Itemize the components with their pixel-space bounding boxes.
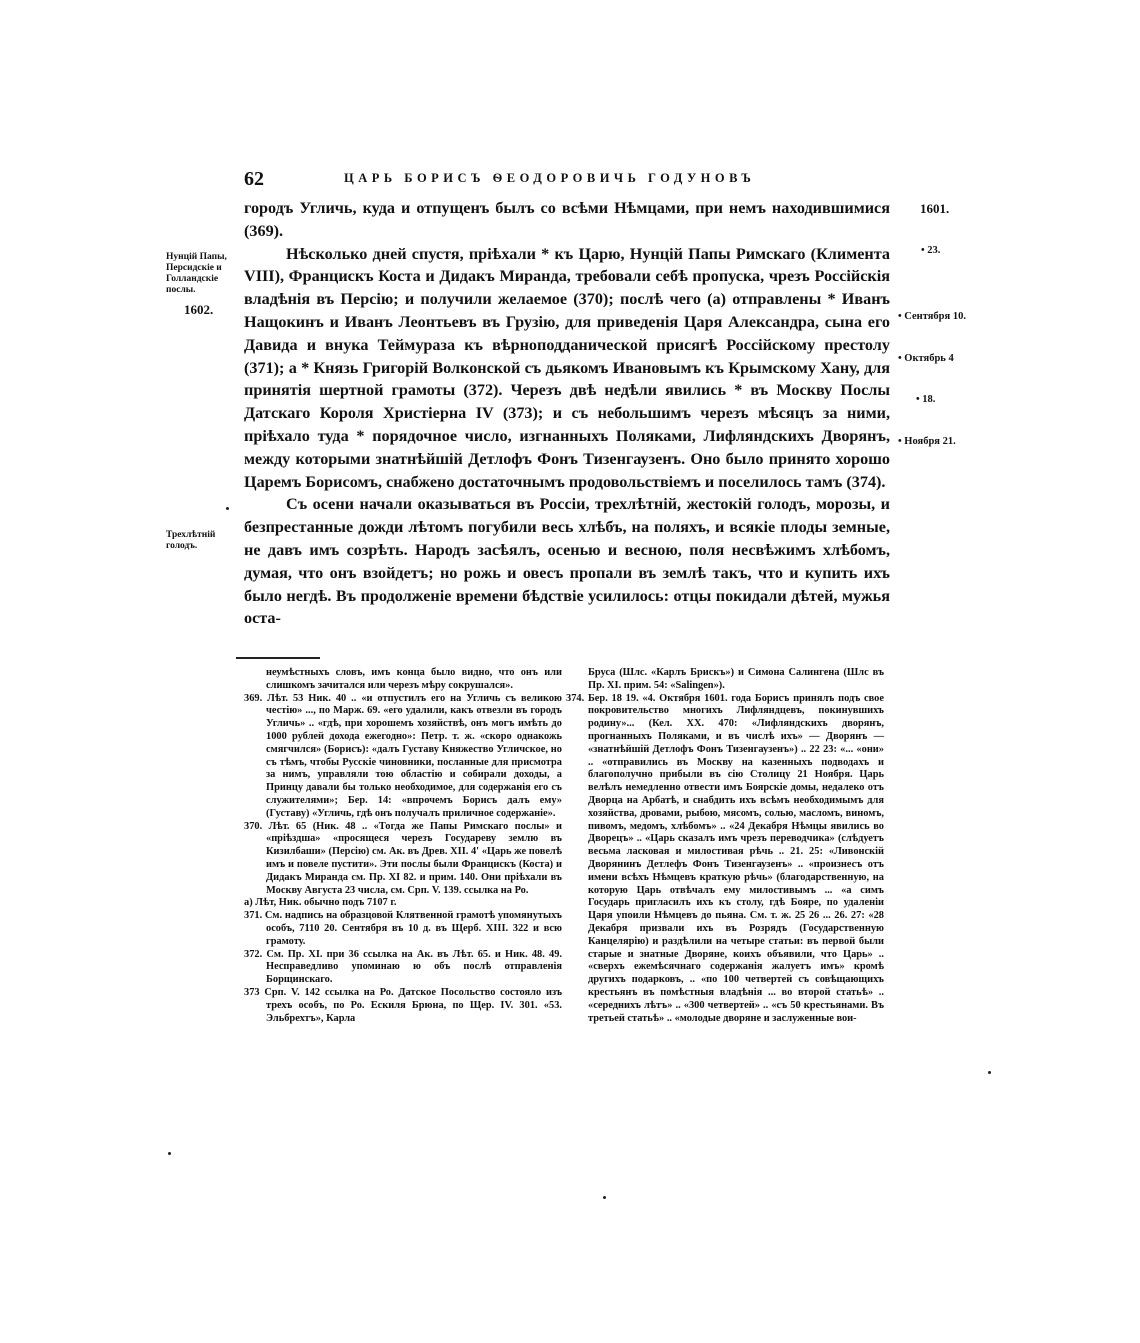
footnote bbox=[244, 693, 562, 821]
footnote bbox=[566, 693, 884, 1026]
footnote bbox=[244, 987, 562, 1025]
footnote-number: 371. bbox=[244, 910, 263, 922]
scan-speck bbox=[168, 1152, 171, 1155]
footnote-text: Лѣт, Ник. обычно подъ 7107 г. bbox=[255, 897, 397, 909]
scan-speck bbox=[603, 1196, 606, 1199]
footnote-text: См. Пр. XI. при 36 ссылка на Ак. въ Лѣт. 65. и Ник. 48. 49. Несправедливо упоминаю ю объ послѣ отправленія Борщинскаго. bbox=[266, 948, 562, 986]
footnote-text: Бруса (Шлс. «Карлъ Брискъ») и Симона Салингена (Шлс въ Пр. XI. прим. 54: «Salingen»). bbox=[588, 667, 884, 691]
footnotes-right-column bbox=[566, 667, 884, 1025]
margin-date-23: • 23. bbox=[921, 245, 941, 256]
footnote-number: 373 bbox=[244, 986, 260, 998]
footnote-text: Лѣт. 65 (Ник. 48 .. «Тогда же Папы Римскаго послы» и «пріѣздша» «просящеся черезъ Государеву землю въ Кизилбаши» (Персію) см. Ак. въ Древ. XII. 4' «Царь же повелѣ имъ и повеле пустити». Эти послы были Францискъ (Коста) и Дидакъ Миранда см. Пр. XI 82. и прим. 140. Они пріѣхали въ Москву Августа 23 числа, см. Срп. V. 139. ссылка на Ро. bbox=[266, 820, 562, 896]
footnote-text: Бер. 18 19. «4. Октября 1601. года Борисъ принялъ подъ свое покровительство многихъ Лифляндцевъ, покинувшихъ родину»... (Кел. XX. 470: «Лифляндскихъ дворянъ, прогнанныхъ Поляками, и въ числѣ ихъ» — Дворянъ — «знатнѣйшій Детлофъ Фонъ Тизенгаузенъ») .. 22 23: «... «они» .. «отправились въ Москву на казенныхъ подводахъ и благополучно прибыли въ сію Столицу 21 Ноября. Царь велѣлъ немедленно отвести имъ Боярскіе домы, недалеко отъ Дворца на Арбатѣ, и снабдить ихъ всѣмъ необходимымъ для хозяйства, дровами, рыбою, мясомъ, солью, масломъ, виномъ, пивомъ, медомъ, хлѣбомъ» .. «24 Декабря Нѣмцы явились во Дворецъ» .. «Царь сказалъ имъ чрезъ переводчика» (слѣдуетъ весьма ласковая и милостивая рѣчь .. 21. 25: «Ливонскій Дворянинъ Детлефъ Фонъ Тизенгаузенъ» .. «произнесъ отъ имени всѣхъ Нѣмцевъ краткую рѣчь» (благодарственную, на которую Царь отвѣчалъ ему милостивымъ ... «а симъ Государь пригласилъ ихъ къ столу, гдѣ Бояре, по удаленіи Царя упоили Нѣмцевъ до пьяна. См. т. ж. 25 26 ... 26. 27: «28 Декабря призвали ихъ въ Розрядъ (Государственную Канцелярію) и раздѣлили на четыре статьи: въ первой были старые и знатные Дворяне, коихъ объявили, что Царь» .. «сверхъ ежемѣсячнаго содержанія жалуетъ имъ» кромѣ другихъ подарковъ, .. «по 100 четвертей съ совѣщающихъ крестьянъ въ помѣстныя владѣнія ... во второй статьѣ» .. «середнихъ лѣтъ» .. «300 четвертей» .. «съ 50 крестьянами. Въ третьей статьѣ» .. «молодые дворяне и заслуженные вои- bbox=[587, 692, 884, 1024]
footnote bbox=[244, 910, 562, 948]
footnote-number: 370. bbox=[244, 820, 263, 832]
footnotes-left-column bbox=[244, 667, 562, 1025]
footnote-text: Срп. V. 142 ссылка на Ро. Датское Посольство состояло изъ трехъ особъ, по Ро. Ескиля Брюна, по Щер. IV. 301. «53. Эльбрехтъ», Карла bbox=[264, 986, 562, 1024]
main-text bbox=[244, 197, 890, 630]
footnote-separator bbox=[236, 657, 320, 659]
footnote-number: 369. bbox=[244, 692, 263, 704]
paragraph: Съ осени начали оказываться въ Россіи, трехлѣтній, жестокій голодъ, морозы, и безпрестанные дожди лѣтомъ погубили весь хлѣбъ, на поляхъ, и всякіе плоды земные, не давъ имъ созрѣть. Народъ засѣялъ, осенью и весною, поля несвѣжимъ хлѣбомъ, думая, что онъ взойдетъ; но рожь и овесъ пропали въ землѣ такъ, что и купить ихъ было негдѣ. Въ продолженіе времени бѣдствіе усилилось: отцы покидали дѣтей, мужья оста- bbox=[244, 495, 890, 628]
running-title: ЦАРЬ БОРИСЪ ѲЕОДОРОВИЧЬ ГОДУНОВЪ bbox=[344, 171, 756, 185]
footnote-text: неумѣстныхъ словъ, имъ конца было видно, что онъ или слишкомъ зачитался или черезъ мѣру сокрушался». bbox=[266, 667, 562, 691]
margin-date-18: • 18. bbox=[916, 394, 936, 405]
footnote-number: а) bbox=[244, 897, 253, 909]
scan-speck bbox=[988, 1071, 991, 1074]
margin-year-1602: 1602. bbox=[184, 302, 214, 317]
footnote bbox=[244, 897, 562, 910]
margin-date-nov-21: • Ноября 21. bbox=[898, 436, 956, 447]
margin-year-1601: 1601. bbox=[920, 201, 950, 216]
footnote-text: См. надпись на образцовой Клятвенной грамотѣ упомянутыхъ особъ, 7110 20. Сентября въ 10 д. въ Щерб. XIII. 322 и всю грамоту. bbox=[264, 910, 562, 947]
footnote bbox=[566, 667, 884, 693]
footnote bbox=[244, 667, 562, 693]
footnote-text: Лѣт. 53 Ник. 40 .. «и отпустилъ его на Угличь съ великою честію» ..., по Марж. 69. «его удалили, какъ отвезли въ городъ Угличь» .. «гдѣ, при хорошемъ хозяйствѣ, онъ могъ имѣть до 1000 рублей дохода ежегодно»: Петр. т. ж. «скоро однакожь смягчился» (Борисъ): «далъ Густаву Княжество Угличское, но съ тѣмъ, чтобы Русскіе чиновники, посланные для присмотра за нимъ, управляли тою областію и собирали доходы, а Принцу давали бы только необходимое, для содержанія его съ служителями»; Бер. 14: «впрочемъ Борисъ далъ ему» (Густаву) «Угличь, гдѣ онъ получалъ приличное содержаніе». bbox=[266, 692, 562, 819]
margin-date-sept-10: • Сентября 10. bbox=[898, 311, 966, 322]
footnote bbox=[244, 949, 562, 987]
paragraph: городъ Угличь, куда и отпущенъ былъ со всѣми Нѣмцами, при немъ находившимися (369). bbox=[244, 199, 890, 240]
margin-note-famine: Трехлѣтній голодъ. bbox=[166, 530, 216, 551]
paragraph: Нѣсколько дней спустя, пріѣхали * къ Царю, Нунцій Папы Римскаго (Климента VIII), Францискъ Коста и Дидакъ Миранда, требовали себѣ пропуска, чрезъ Россійскія владѣнія въ Персію; и получили желаемое (370); послѣ чего (а) отправлены * Иванъ Нащокинъ и Иванъ Леонтьевъ въ Грузію, для приведенія Царя Александра, сына его Давида и внука Теймураза къ вѣрноподданической присягѣ Россійскому престолу (371); а * Князь Григорій Волконской съ дьякомъ Ивановымъ къ Крымскому Хану, для принятія шертной грамоты (372). Черезъ двѣ недѣли явились * въ Москву Послы Датскаго Короля Христіерна IV (373); и съ небольшимъ черезъ мѣсяцъ за ними, пріѣхало туда * порядочное число, изгнанныхъ Поляками, Лифляндскихъ Дворянъ, между которыми знатнѣйшій Детлофъ Фонъ Тизенгаузенъ. Оно было принято хорошо Царемъ Борисомъ, снабжено достаточнымъ продовольствіемъ и поселилось тамъ (374). bbox=[244, 244, 890, 491]
page-header bbox=[244, 168, 884, 192]
margin-date-oct-4: • Октябрь 4 bbox=[898, 353, 954, 364]
scan-speck bbox=[226, 507, 229, 510]
footnote bbox=[244, 821, 562, 898]
margin-note-nuncio: Нунцій Папы, Персидскіе и Голландскіе послы. bbox=[166, 252, 227, 295]
page-number: 62 bbox=[244, 168, 264, 190]
footnote-number: 372. bbox=[244, 948, 263, 960]
footnote-number: 374. bbox=[566, 692, 585, 704]
